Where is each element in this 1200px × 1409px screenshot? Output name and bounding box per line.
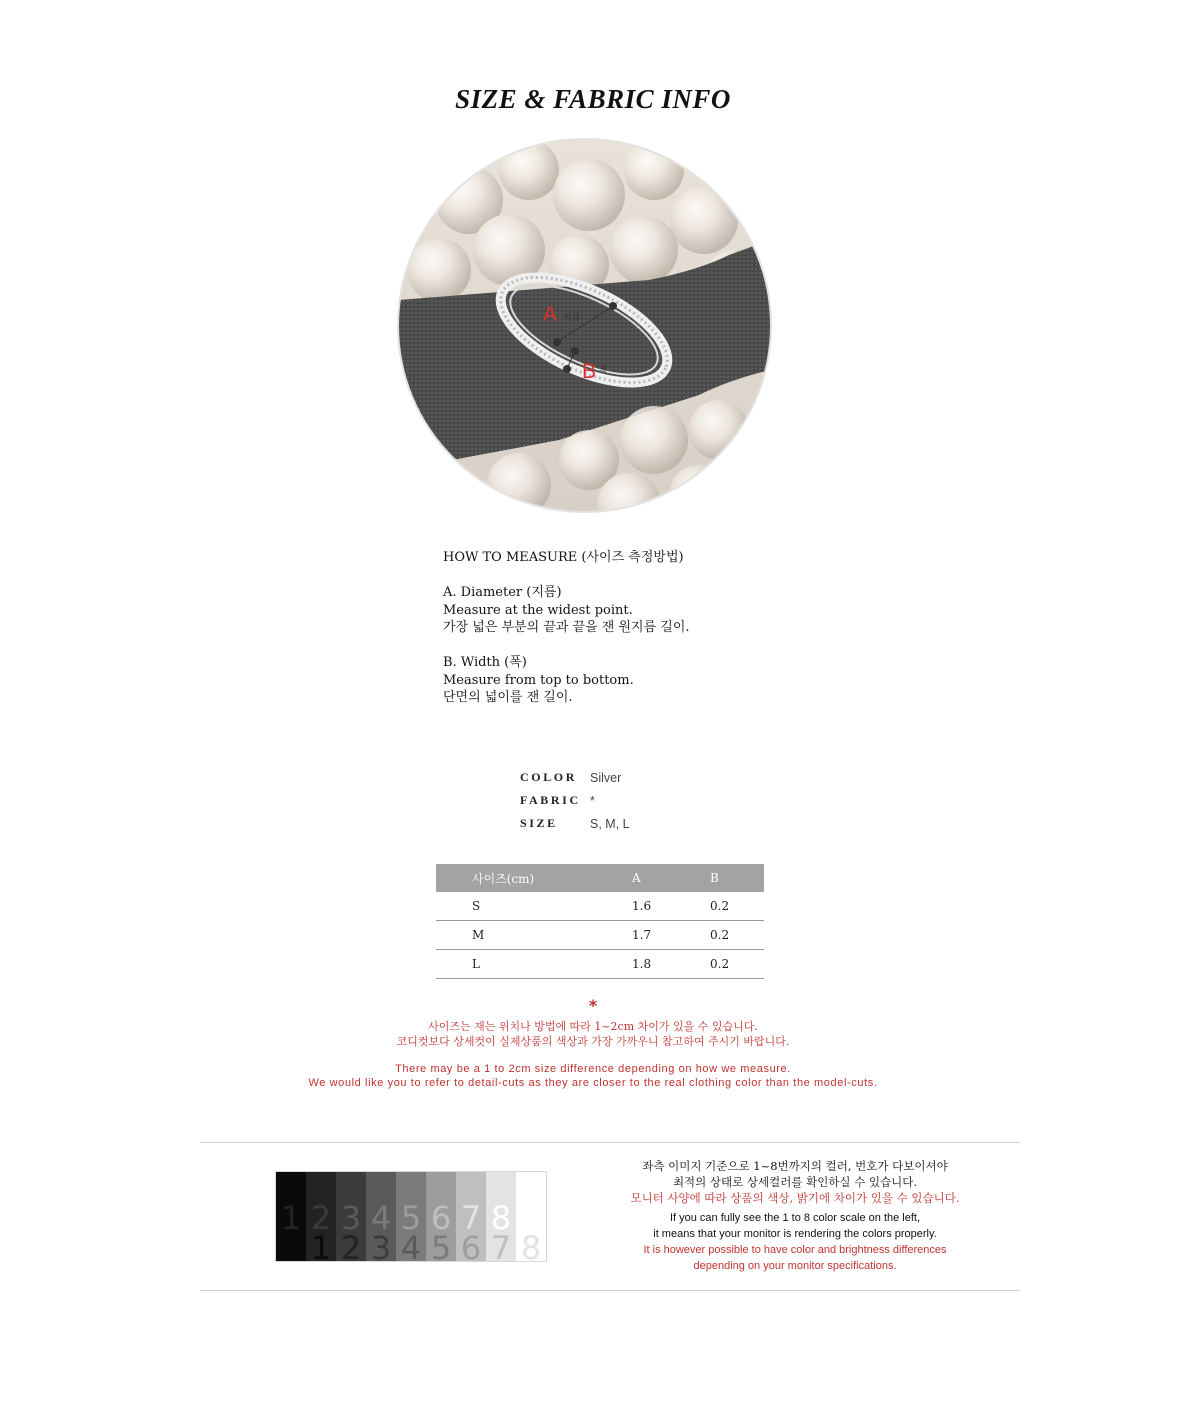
monitor-note-en-3: It is however possible to have color and brightness differences <box>643 1244 947 1256</box>
cell-b: 0.2 <box>708 892 764 921</box>
how-to-measure <box>443 549 863 707</box>
table-header-row <box>436 864 764 892</box>
color-scale-number: 5 <box>430 1229 452 1261</box>
divider-top <box>200 1142 1020 1143</box>
color-scale-cell <box>486 1172 516 1261</box>
spec-size <box>520 812 630 835</box>
label-b-sub: 폭 <box>599 366 608 376</box>
color-scale-cell <box>396 1172 426 1261</box>
color-scale-number: 4 <box>370 1199 392 1237</box>
diameter-desc-en: Measure at the widest point. <box>443 602 633 618</box>
notice-en-1: There may be a 1 to 2cm size difference depending on how we measure. <box>395 1063 791 1075</box>
color-scale-cell <box>516 1172 546 1261</box>
color-scale-cell <box>426 1172 456 1261</box>
color-scale-number: 1 <box>310 1229 332 1261</box>
color-scale-number: 6 <box>460 1229 482 1261</box>
spec-value: S, M, L <box>590 816 630 831</box>
color-scale-number: 7 <box>490 1229 512 1261</box>
color-scale-number: 1 <box>280 1199 302 1237</box>
spec-key: SIZE <box>520 816 558 830</box>
divider-bottom <box>200 1290 1020 1291</box>
spec-key: COLOR <box>520 770 578 784</box>
monitor-note-ko-1: 좌측 이미지 기준으로 1~8번까지의 컬러, 번호가 다보이셔야 <box>642 1159 948 1173</box>
notice-star: * <box>588 996 598 1015</box>
color-scale-number: 8 <box>520 1229 542 1261</box>
cell-size: L <box>436 950 612 979</box>
ring-measure-photo <box>397 138 772 513</box>
monitor-note-ko-2: 최적의 상태로 상세컬러를 확인하실 수 있습니다. <box>672 1175 918 1189</box>
color-scale-number: 5 <box>400 1199 422 1237</box>
color-scale-cell <box>456 1172 486 1261</box>
cell-a: 1.6 <box>612 892 708 921</box>
color-scale-cell <box>306 1172 336 1261</box>
notice-ko-2: 코디컷보다 상세컷이 실제상품의 색상과 가장 가까우니 참고하여 주시기 바랍니다. <box>396 1035 790 1048</box>
cell-a: 1.8 <box>612 950 708 979</box>
cell-size: S <box>436 892 612 921</box>
spec-key: FABRIC <box>520 793 581 807</box>
color-scale-cell <box>336 1172 366 1261</box>
notice-ko-1: 사이즈는 재는 위치나 방법에 따라 1~2cm 차이가 있을 수 있습니다. <box>428 1020 758 1033</box>
monitor-note-en-2: it means that your monitor is rendering the colors properly. <box>653 1228 937 1240</box>
table-row <box>436 921 764 950</box>
color-scale-number: 3 <box>370 1229 392 1261</box>
notice-en-2: We would like you to refer to detail-cuts as they are closer to the real clothing color than the model-cuts. <box>308 1077 878 1089</box>
color-scale-number: 8 <box>490 1199 512 1237</box>
how-to-heading: HOW TO MEASURE (사이즈 측정방법) <box>443 550 684 565</box>
label-b: B <box>582 360 597 383</box>
monitor-note-en-1: If you can fully see the 1 to 8 color scale on the left, <box>669 1212 921 1224</box>
spec-color <box>520 766 630 789</box>
table-row <box>436 950 764 979</box>
label-a: A <box>543 303 558 326</box>
cell-size: M <box>436 921 612 950</box>
spec-value: Silver <box>590 770 622 785</box>
color-scale-number: 2 <box>340 1229 362 1261</box>
header-size: 사이즈(cm) <box>436 864 612 892</box>
header-a: A <box>612 864 708 892</box>
color-scale-number: 7 <box>460 1199 482 1237</box>
table-row <box>436 892 764 921</box>
monitor-note <box>600 1158 990 1274</box>
page-title: SIZE & FABRIC INFO <box>455 84 731 114</box>
color-scale-number: 2 <box>310 1199 332 1237</box>
ring-diagram-illustration <box>399 140 770 511</box>
width-desc-ko: 단면의 넓이를 잰 길이. <box>443 690 573 705</box>
diameter-desc-ko: 가장 넓은 부분의 끝과 끝을 잰 원지름 길이. <box>443 620 690 635</box>
spec-value: * <box>590 793 595 808</box>
cell-b: 0.2 <box>708 921 764 950</box>
width-desc-en: Measure from top to bottom. <box>443 672 634 688</box>
cell-a: 1.7 <box>612 921 708 950</box>
spec-fabric <box>520 789 630 812</box>
color-scale-number: 3 <box>340 1199 362 1237</box>
product-specs <box>520 766 630 835</box>
header-b: B <box>708 864 764 892</box>
monitor-note-en-4: depending on your monitor specifications. <box>693 1260 897 1272</box>
color-scale-cell <box>366 1172 396 1261</box>
color-scale-cell <box>276 1172 306 1261</box>
monitor-color-scale <box>275 1171 547 1262</box>
cell-b: 0.2 <box>708 950 764 979</box>
color-scale-number: 6 <box>430 1199 452 1237</box>
width-title: B. Width (폭) <box>443 655 527 670</box>
size-table <box>436 864 764 979</box>
diameter-title: A. Diameter (지름) <box>443 585 562 600</box>
color-scale-number: 4 <box>400 1229 422 1261</box>
label-a-sub: 지름 <box>563 313 581 323</box>
monitor-note-ko-3: 모니터 사양에 따라 상품의 색상, 밝기에 차이가 있을 수 있습니다. <box>630 1191 960 1205</box>
